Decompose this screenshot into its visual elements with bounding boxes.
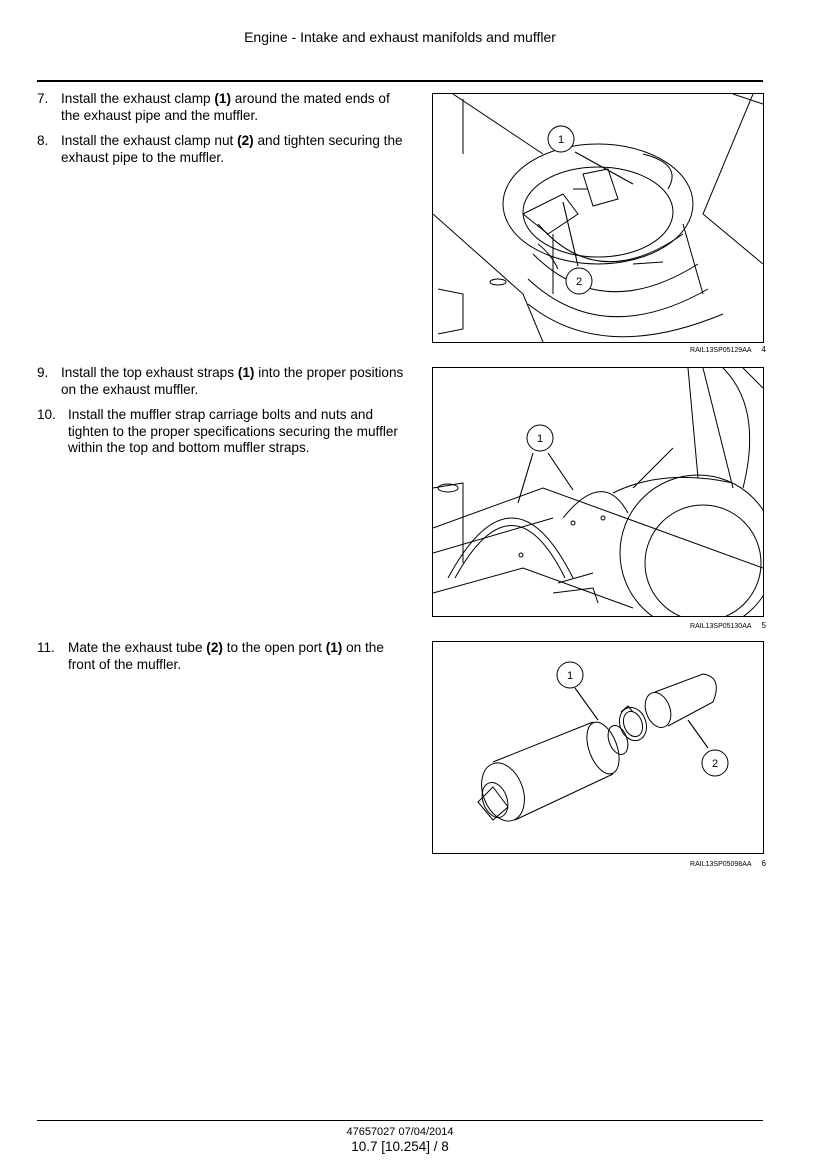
- step-9: [37, 365, 405, 398]
- step-10: [37, 407, 405, 457]
- step-number: 8.: [37, 133, 49, 148]
- step-11: [37, 640, 405, 673]
- figure-4-drawing: [433, 94, 763, 342]
- callout-1-label: 1: [566, 670, 574, 682]
- step-number: 11.: [37, 640, 55, 655]
- callout-1-label: 1: [536, 433, 544, 445]
- callout-2-label: 2: [711, 758, 719, 770]
- step-number: 9.: [37, 365, 49, 380]
- footer-rule: [37, 1120, 763, 1121]
- figure-6-drawing: [433, 642, 763, 853]
- step-text: Install the exhaust clamp (1) around the mated ends of the exhaust pipe and the muffler.: [61, 91, 390, 123]
- step-text: Install the muffler strap carriage bolts and nuts and tighten to the proper specifications securing the muffler within the top and bottom muffler straps.: [68, 407, 398, 455]
- figure-6-caption: RAIL13SP05098AA 6: [690, 859, 766, 868]
- step-text: Install the exhaust clamp nut (2) and tighten securing the exhaust pipe to the muffler.: [61, 133, 403, 165]
- footer-document-id: 47657027 07/04/2014: [346, 1126, 454, 1138]
- step-7: [37, 91, 405, 124]
- step-number: 10.: [37, 407, 56, 422]
- step-number: 7.: [37, 91, 49, 106]
- figure-4-image: [432, 93, 764, 343]
- callout-1-label: 1: [557, 134, 565, 146]
- figure-5-drawing: [433, 368, 763, 616]
- footer-page-number: 10.7 [10.254] / 8: [351, 1139, 449, 1154]
- figure-5-caption: RAIL13SP05130AA 5: [690, 621, 766, 630]
- figure-4-caption: RAIL13SP05129AA 4: [690, 345, 766, 354]
- step-text: Install the top exhaust straps (1) into the proper positions on the exhaust muffler.: [61, 365, 404, 397]
- figure-6-image: [432, 641, 764, 854]
- step-8: [37, 133, 405, 166]
- header-rule: [37, 80, 763, 82]
- step-text: Mate the exhaust tube (2) to the open port (1) on the front of the muffler.: [68, 640, 384, 672]
- callout-2-label: 2: [575, 276, 583, 288]
- page-header-title: Engine - Intake and exhaust manifolds and muffler: [244, 29, 556, 45]
- figure-5-image: [432, 367, 764, 617]
